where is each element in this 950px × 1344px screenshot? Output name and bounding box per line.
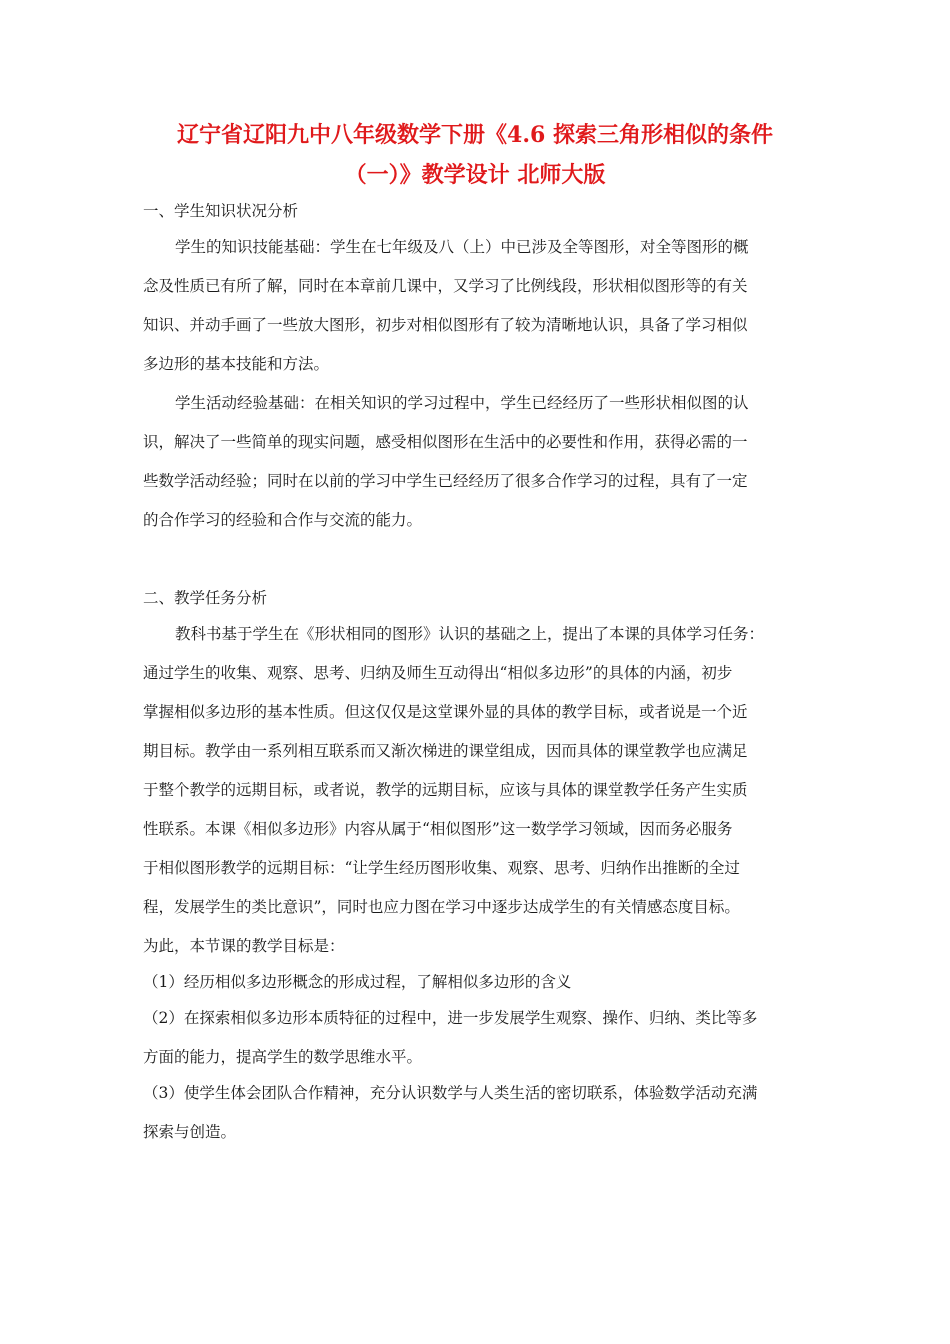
- paragraph-line: 的合作学习的经验和合作与交流的能力。: [143, 511, 423, 529]
- paragraph-line: 为此，本节课的教学目标是：: [143, 937, 345, 955]
- goal-item: 方面的能力，提高学生的数学思维水平。: [143, 1048, 423, 1066]
- paragraph-line: 学生活动经验基础：在相关知识的学习过程中，学生已经经历了一些形状相似图的认: [175, 394, 749, 412]
- goal-item: （1）经历相似多边形概念的形成过程，了解相似多边形的含义: [143, 973, 572, 991]
- paragraph-line: 知识、并动手画了一些放大图形，初步对相似图形有了较为清晰地认识，具备了学习相似: [143, 316, 748, 334]
- document-title-line-1: 辽宁省辽阳九中八年级数学下册《4.6 探索三角形相似的条件: [177, 122, 773, 148]
- goal-item: 探索与创造。: [143, 1123, 237, 1141]
- paragraph-line: 教科书基于学生在《形状相同的图形》认识的基础之上，提出了本课的具体学习任务：: [175, 625, 765, 643]
- paragraph-line: 念及性质已有所了解，同时在本章前几课中，又学习了比例线段，形状相似图形等的有关: [143, 277, 748, 295]
- section-heading-1: 一、学生知识状况分析: [143, 202, 299, 220]
- paragraph-line: 于整个教学的远期目标，或者说，教学的远期目标，应该与具体的课堂教学任务产生实质: [143, 781, 748, 799]
- paragraph-line: 识，解决了一些简单的现实问题，感受相似图形在生活中的必要性和作用，获得必需的一: [143, 433, 748, 451]
- goal-item: （3）使学生体会团队合作精神，充分认识数学与人类生活的密切联系，体验数学活动充满: [143, 1084, 758, 1102]
- section-heading-2: 二、教学任务分析: [143, 589, 268, 607]
- paragraph-line: 通过学生的收集、观察、思考、归纳及师生互动得出“相似多边形”的具体的内涵，初步: [143, 664, 733, 682]
- document-title-line-2: （一）》教学设计 北师大版: [344, 162, 606, 188]
- paragraph-line: 些数学活动经验；同时在以前的学习中学生已经经历了很多合作学习的过程，具有了一定: [143, 472, 748, 490]
- goal-item: （2）在探索相似多边形本质特征的过程中，进一步发展学生观察、操作、归纳、类比等多: [143, 1009, 758, 1027]
- paragraph-line: 多边形的基本技能和方法。: [143, 355, 330, 373]
- paragraph-line: 学生的知识技能基础：学生在七年级及八（上）中已涉及全等图形，对全等图形的概: [175, 238, 749, 256]
- paragraph-line: 期目标。教学由一系列相互联系而又渐次梯进的课堂组成，因而具体的课堂教学也应满足: [143, 742, 748, 760]
- paragraph-line: 程，发展学生的类比意识”，同时也应力图在学习中逐步达成学生的有关情感态度目标。: [143, 898, 740, 916]
- paragraph-line: 于相似图形教学的远期目标：“让学生经历图形收集、观察、思考、归纳作出推断的全过: [143, 859, 740, 877]
- paragraph-line: 性联系。本课《相似多边形》内容从属于“相似图形”这一数学学习领域，因而务必服务: [143, 820, 733, 838]
- paragraph-line: 掌握相似多边形的基本性质。但这仅仅是这堂课外显的具体的教学目标，或者说是一个近: [143, 703, 748, 721]
